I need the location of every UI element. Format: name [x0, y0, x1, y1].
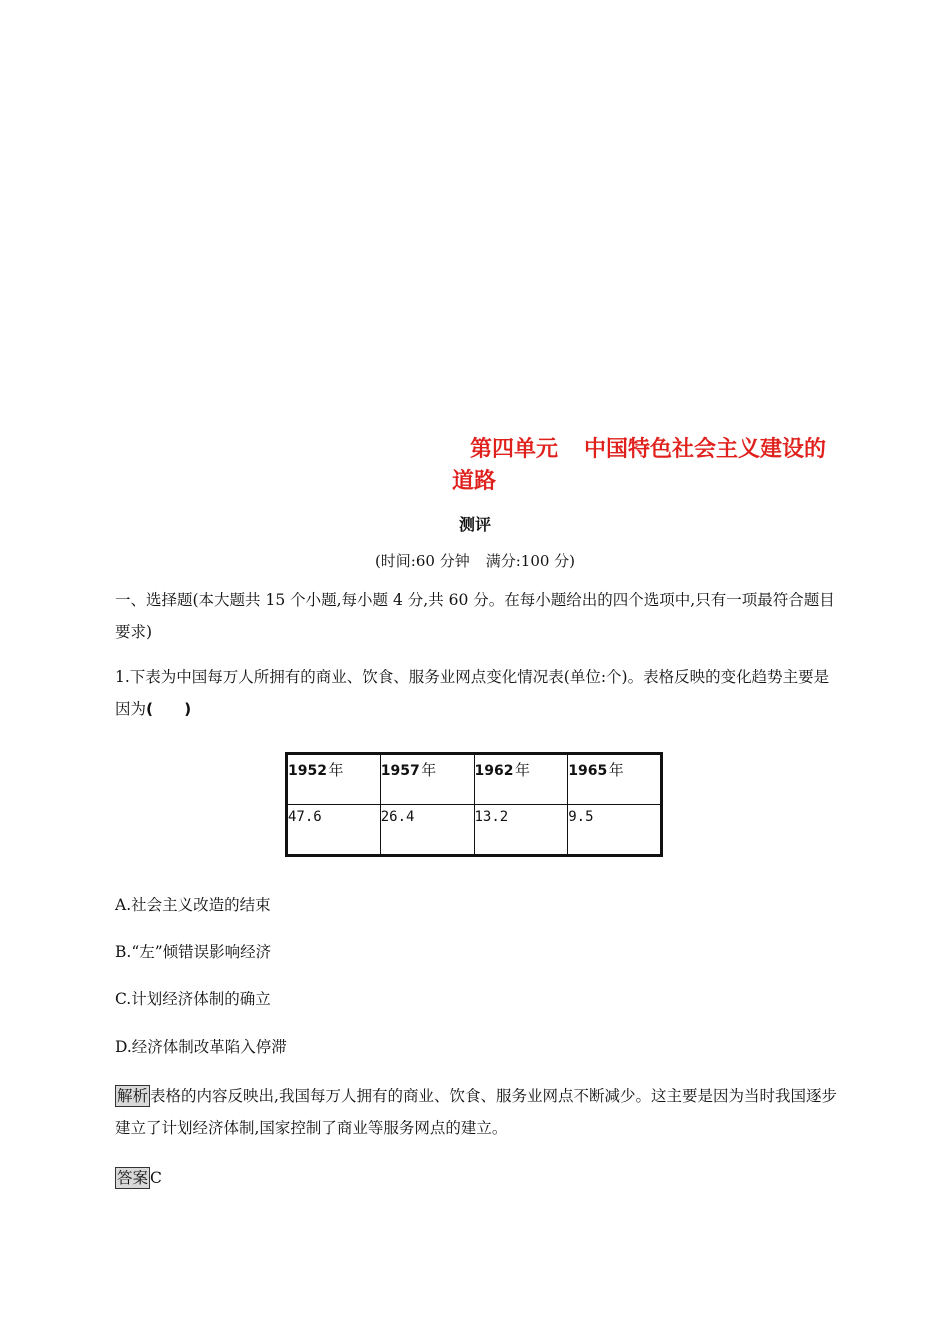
table-cell: 47.6: [287, 805, 381, 856]
table-cell: 9.5: [568, 805, 662, 856]
option-a: A.社会主义改造的结束: [115, 896, 271, 914]
analysis-label: 解析: [117, 1087, 149, 1105]
table-header-row: [287, 754, 662, 805]
data-table: [285, 752, 663, 857]
answer: [115, 1162, 840, 1194]
time-limit: (时间:60 分钟: [374, 552, 470, 570]
section-heading: 一、选择题(本大题共 15 个小题,每小题 4 分,共 60 分。在每小题给出的四个选项中,只有一项最符合题目要求): [115, 591, 835, 641]
option-c: C.计划经济体制的确立: [115, 990, 271, 1008]
unit-label: 第四单元: [470, 437, 559, 462]
table-cell: 1962 年: [474, 754, 568, 805]
table-cell: 26.4: [380, 805, 474, 856]
answer-label: 答案: [117, 1169, 149, 1187]
analysis: [115, 1080, 840, 1144]
option-d: D.经济体制改革陷入停滞: [115, 1038, 287, 1056]
analysis-text: 表格的内容反映出,我国每万人拥有的商业、饮食、服务业网点不断减少。这主要是因为当时我国逐步建立了计划经济体制,国家控制了商业等服务网点的建立。: [115, 1087, 837, 1137]
subtitle: 测评: [458, 515, 491, 534]
title-line-1: [452, 434, 852, 466]
unit-topic-part-1: 中国特色社会主义建设的: [584, 437, 827, 462]
table-cell: 1965 年: [568, 754, 662, 805]
question-stem: 1.下表为中国每万人所拥有的商业、饮食、服务业网点变化情况表(单位:个)。表格反映的变化趋势主要是因为: [115, 668, 830, 718]
full-score: 满分:100 分): [485, 552, 576, 570]
answer-value: C: [150, 1169, 162, 1187]
answer-blank: ( ): [146, 700, 192, 718]
table-cell: 1957 年: [380, 754, 474, 805]
table-cell: 13.2: [474, 805, 568, 856]
option-b: B.“左”倾错误影响经济: [115, 943, 272, 961]
page-title: [452, 434, 852, 498]
table-cell: 1952 年: [287, 754, 381, 805]
unit-topic-part-2: 道路: [452, 469, 497, 494]
time-info: [0, 550, 950, 571]
question-1: [115, 661, 840, 725]
table-row: [287, 805, 662, 856]
